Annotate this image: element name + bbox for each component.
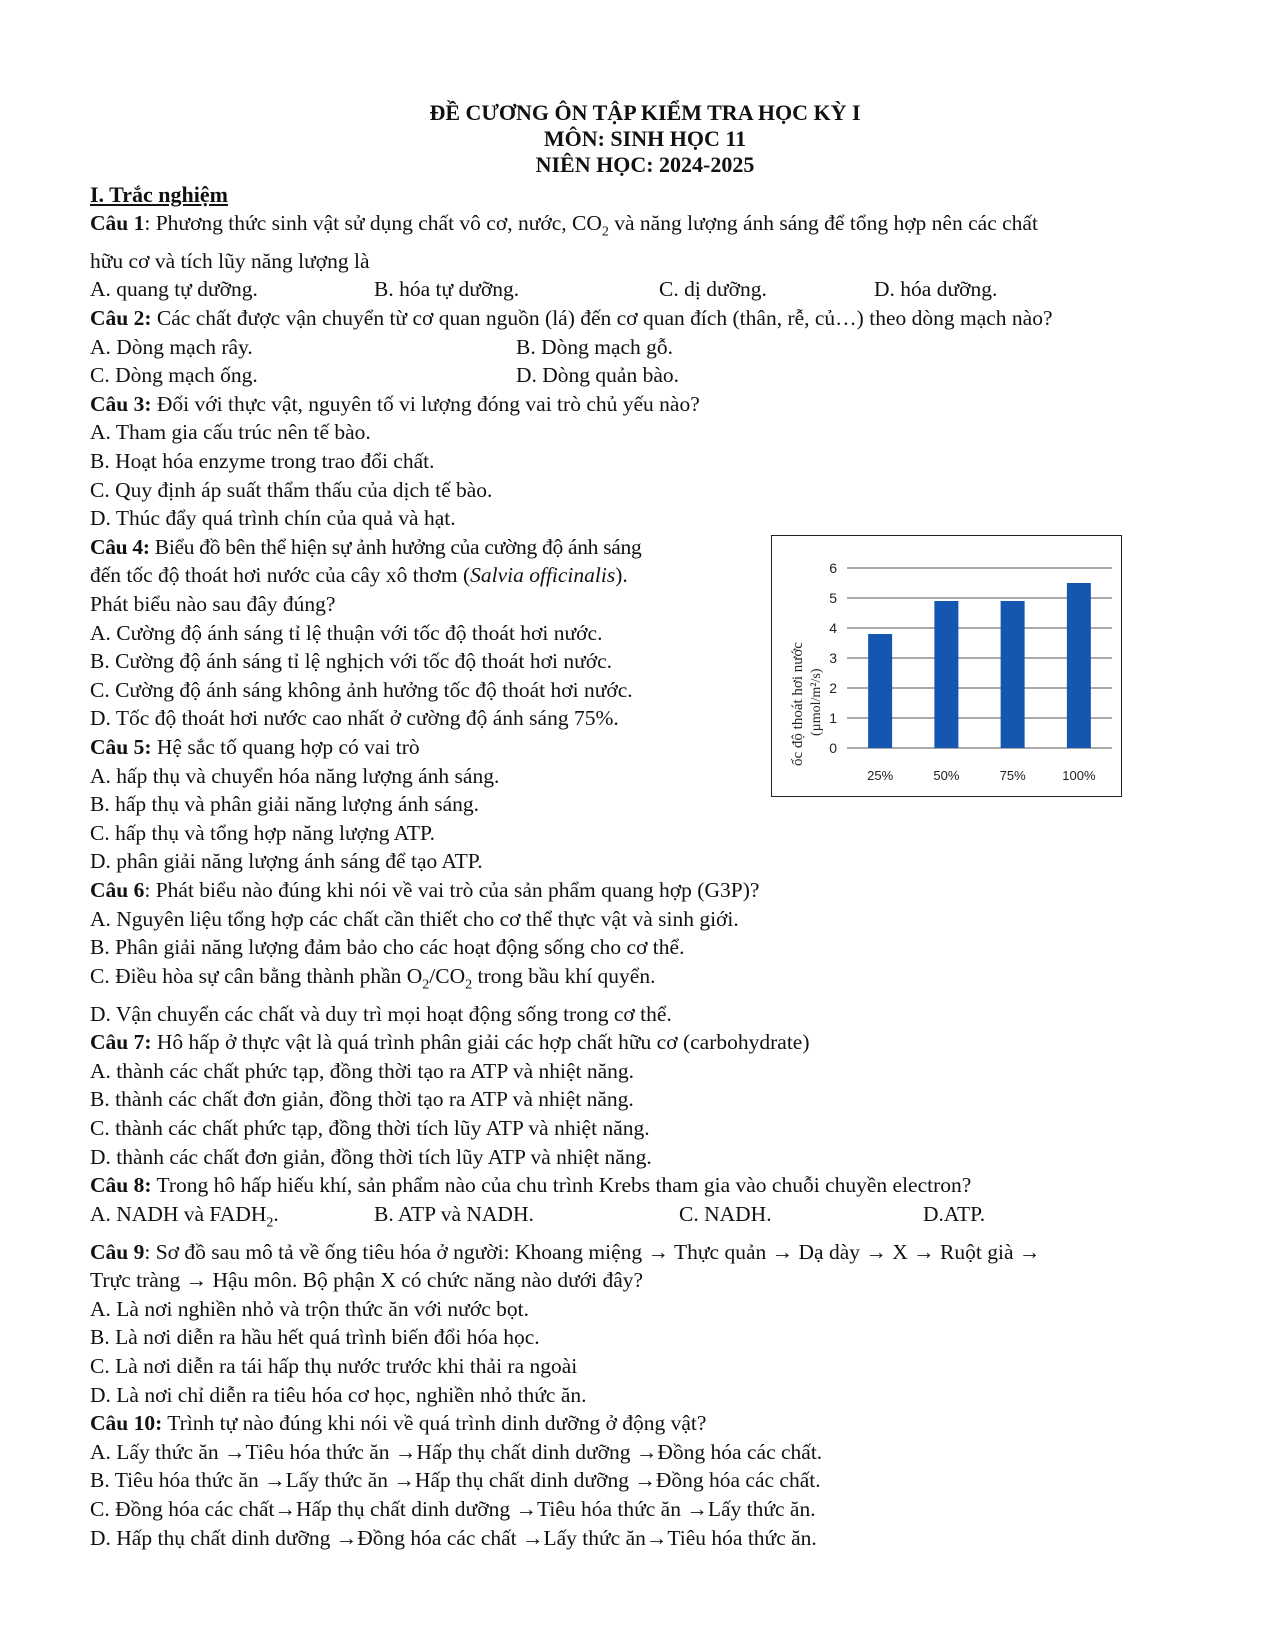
q3-label: Câu 3: — [90, 391, 152, 416]
q3-option-b: B. Hoạt hóa enzyme trong trao đổi chất. — [90, 449, 435, 474]
q1-options — [90, 275, 1200, 304]
q3-stem — [90, 390, 1200, 419]
q1-text: : Phương thức sinh vật sử dụng chất vô cơ, nước, CO — [144, 211, 602, 235]
q9-option-d: D. Là nơi chỉ diễn ra tiêu hóa cơ học, nghiền nhỏ thức ăn. — [90, 1382, 587, 1407]
q7-option-a: A. thành các chất phức tạp, đồng thời tạo ra ATP và nhiệt năng. — [90, 1058, 635, 1083]
q2-option-d: D. Dòng quản bào. — [516, 363, 680, 388]
q9-option-a: A. Là nơi nghiền nhỏ và trộn thức ăn với nước bọt. — [90, 1296, 529, 1321]
y-tick-label: 4 — [829, 620, 837, 636]
q8-a-end: . — [273, 1201, 279, 1226]
y-tick-label: 6 — [829, 560, 837, 576]
q2-text: Các chất được vận chuyển từ cơ quan nguồn (lá) đến cơ quan đích (thân, rễ, củ…) theo dòng mạch nào? — [151, 306, 1053, 331]
q9-option-b: B. Là nơi diễn ra hầu hết quá trình biến đổi hóa học. — [90, 1325, 540, 1350]
q2-stem — [90, 304, 1200, 333]
q2-option-b: B. Dòng mạch gỗ. — [516, 334, 674, 359]
chart-bars — [868, 583, 1091, 748]
q1-sub: 2 — [601, 224, 609, 240]
q4-stem-3: Phát biểu nào sau đây đúng? — [90, 592, 336, 617]
q4-text: Biểu đồ bên thể hiện sự ảnh hưởng của cường độ ánh sáng — [149, 534, 642, 559]
q6-c-sub1: 2 — [422, 977, 430, 993]
q2-option-a: A. Dòng mạch rây. — [90, 334, 253, 359]
q6-c-a: C. Điều hòa sự cân bằng thành phần O — [90, 963, 423, 988]
q6-option-a: A. Nguyên liệu tổng hợp các chất cần thiết cho cơ thể thực vật và sinh giới. — [90, 906, 739, 931]
q8-text: Trong hô hấp hiếu khí, sản phẩm nào của chu trình Krebs tham gia vào chuỗi chuyền electron? — [151, 1173, 972, 1198]
q1-label: Câu 1 — [90, 211, 145, 235]
q4-species: Salvia officinalis — [470, 563, 616, 588]
q6-c-sub2: 2 — [465, 977, 473, 993]
q5-option-a: A. hấp thụ và chuyển hóa năng lượng ánh sáng. — [90, 763, 500, 788]
q1-option-b: B. hóa tự dưỡng. — [374, 277, 520, 302]
q1-option-c: C. dị dưỡng. — [659, 277, 767, 302]
q10-option-a: A. Lấy thức ăn →Tiêu hóa thức ăn →Hấp thụ chất dinh dưỡng →Đồng hóa các chất. — [90, 1439, 823, 1464]
q5-option-b: B. hấp thụ và phân giải năng lượng ánh sáng. — [90, 792, 480, 817]
q9-stem-2: Trực tràng → Hậu môn. Bộ phận X có chức năng nào dưới đây? — [90, 1268, 644, 1293]
q7-label: Câu 7: — [90, 1030, 152, 1055]
q3-option-a: A. Tham gia cấu trúc nên tế bào. — [90, 420, 371, 445]
section-heading: I. Trắc nghiệm — [90, 182, 228, 207]
q10-option-b: B. Tiêu hóa thức ăn →Lấy thức ăn →Hấp thụ chất dinh dưỡng →Đồng hóa các chất. — [90, 1468, 821, 1493]
bar-50% — [934, 601, 958, 748]
q4-text-2b: ). — [615, 563, 628, 588]
q1-option-d: D. hóa dưỡng. — [874, 277, 998, 302]
q10-text: Trình tự nào đúng khi nói về quá trình dinh dưỡng ở động vật? — [162, 1411, 707, 1436]
q9-text: : Sơ đồ sau mô tả về ống tiêu hóa ở người: Khoang miệng → Thực quản → Dạ dày → X → Ruột già → — [144, 1239, 1041, 1264]
q4-option-b: B. Cường độ ánh sáng tỉ lệ nghịch với tốc độ thoát hơi nước. — [90, 649, 613, 674]
q5-option-c: C. hấp thụ và tổng hợp năng lượng ATP. — [90, 820, 435, 845]
q8-option-a — [90, 1200, 374, 1238]
q10-option-d: D. Hấp thụ chất dinh dưỡng →Đồng hóa các chất →Lấy thức ăn→Tiêu hóa thức ăn. — [90, 1525, 817, 1550]
q6-c-b: /CO — [429, 963, 466, 988]
q8-a-text: A. NADH và FADH — [90, 1201, 267, 1226]
q1-text-b: và năng lượng ánh sáng để tổng hợp nên các chất — [608, 211, 1038, 235]
q6-stem — [90, 876, 1200, 905]
q2-options-ab — [90, 333, 1200, 362]
q5-option-d: D. phân giải năng lượng ánh sáng để tạo ATP. — [90, 849, 483, 874]
y-tick-label: 1 — [829, 710, 837, 726]
q2-options-cd — [90, 361, 1200, 390]
doc-title: ĐỀ CƯƠNG ÔN TẬP KIỂM TRA HỌC KỲ I — [429, 100, 861, 125]
q8-option-c: C. NADH. — [679, 1201, 772, 1226]
q6-option-b: B. Phân giải năng lượng đảm bảo cho các hoạt động sống cho cơ thể. — [90, 935, 685, 960]
x-tick-label: 75% — [999, 768, 1026, 783]
x-tick-label: 50% — [933, 768, 960, 783]
q8-label: Câu 8: — [90, 1173, 152, 1198]
q2-option-c: C. Dòng mạch ống. — [90, 363, 258, 388]
q9-label: Câu 9 — [90, 1239, 145, 1264]
doc-subject: MÔN: SINH HỌC 11 — [543, 126, 747, 151]
y-tick-label: 3 — [829, 650, 837, 666]
q4-option-c: C. Cường độ ánh sáng không ảnh hưởng tốc độ thoát hơi nước. — [90, 677, 633, 702]
y-tick-label: 2 — [829, 680, 837, 696]
bar-100% — [1067, 583, 1091, 748]
doc-year: NIÊN HỌC: 2024-2025 — [535, 152, 755, 177]
q8-options — [90, 1200, 1200, 1238]
q8-option-d: D.ATP. — [923, 1201, 986, 1226]
y-axis-label-2: (µmol/m²/s) — [809, 668, 824, 736]
q7-option-d: D. thành các chất đơn giản, đồng thời tích lũy ATP và nhiệt năng. — [90, 1144, 652, 1169]
q10-label: Câu 10: — [90, 1411, 163, 1436]
transpiration-chart — [771, 535, 1122, 797]
q8-option-b: B. ATP và NADH. — [374, 1201, 534, 1226]
document-page — [90, 100, 1200, 1552]
q10-option-c: C. Đồng hóa các chất→Hấp thụ chất dinh dưỡng →Tiêu hóa thức ăn →Lấy thức ăn. — [90, 1497, 816, 1522]
q6-c-c: trong bầu khí quyển. — [472, 963, 656, 988]
q6-option-d: D. Vận chuyển các chất và duy trì mọi hoạt động sống trong cơ thể. — [90, 1001, 672, 1026]
q4-option-a: A. Cường độ ánh sáng tỉ lệ thuận với tốc độ thoát hơi nước. — [90, 620, 603, 645]
q3-text: Đối với thực vật, nguyên tố vi lượng đóng vai trò chủ yếu nào? — [151, 391, 700, 416]
chart-svg — [772, 536, 1121, 796]
q3-option-d: D. Thúc đẩy quá trình chín của quả và hạt. — [90, 506, 456, 531]
q5-label: Câu 5: — [90, 734, 152, 759]
q8-stem — [90, 1171, 1200, 1200]
q7-stem — [90, 1028, 1200, 1057]
q7-text: Hô hấp ở thực vật là quá trình phân giải các hợp chất hữu cơ (carbohydrate) — [151, 1030, 810, 1055]
q3-option-c: C. Quy định áp suất thẩm thấu của dịch tế bào. — [90, 477, 493, 502]
q1-option-a: A. quang tự dưỡng. — [90, 277, 258, 302]
y-tick-label: 5 — [829, 590, 837, 606]
y-tick-label: 0 — [829, 740, 837, 756]
q9-stem — [90, 1238, 1200, 1267]
q6-text: : Phát biểu nào đúng khi nói về vai trò của sản phẩm quang hợp (G3P)? — [144, 877, 760, 902]
q1-stem — [90, 209, 1200, 247]
bar-75% — [1001, 601, 1025, 748]
q4-label: Câu 4: — [90, 534, 150, 559]
q7-option-b: B. thành các chất đơn giản, đồng thời tạo ra ATP và nhiệt năng. — [90, 1087, 634, 1112]
q4-option-d: D. Tốc độ thoát hơi nước cao nhất ở cường độ ánh sáng 75%. — [90, 706, 619, 731]
x-tick-label: 100% — [1062, 768, 1096, 783]
q6-option-c — [90, 962, 1200, 1000]
q5-text: Hệ sắc tố quang hợp có vai trò — [151, 734, 420, 759]
q8-a-sub: 2 — [266, 1215, 274, 1231]
y-axis-label-1: ốc độ thoát hơi nước — [790, 642, 806, 766]
q10-stem — [90, 1409, 1200, 1438]
q7-option-c: C. thành các chất phức tạp, đồng thời tích lũy ATP và nhiệt năng. — [90, 1116, 650, 1140]
q1-stem-2: hữu cơ và tích lũy năng lượng là — [90, 248, 370, 273]
q6-label: Câu 6 — [90, 877, 145, 902]
q9-option-c: C. Là nơi diễn ra tái hấp thụ nước trước khi thải ra ngoài — [90, 1354, 578, 1379]
q2-label: Câu 2: — [90, 306, 152, 331]
x-tick-label: 25% — [867, 768, 894, 783]
q4-text-2a: đến tốc độ thoát hơi nước của cây xô thơm ( — [90, 563, 471, 588]
bar-25% — [868, 634, 892, 748]
